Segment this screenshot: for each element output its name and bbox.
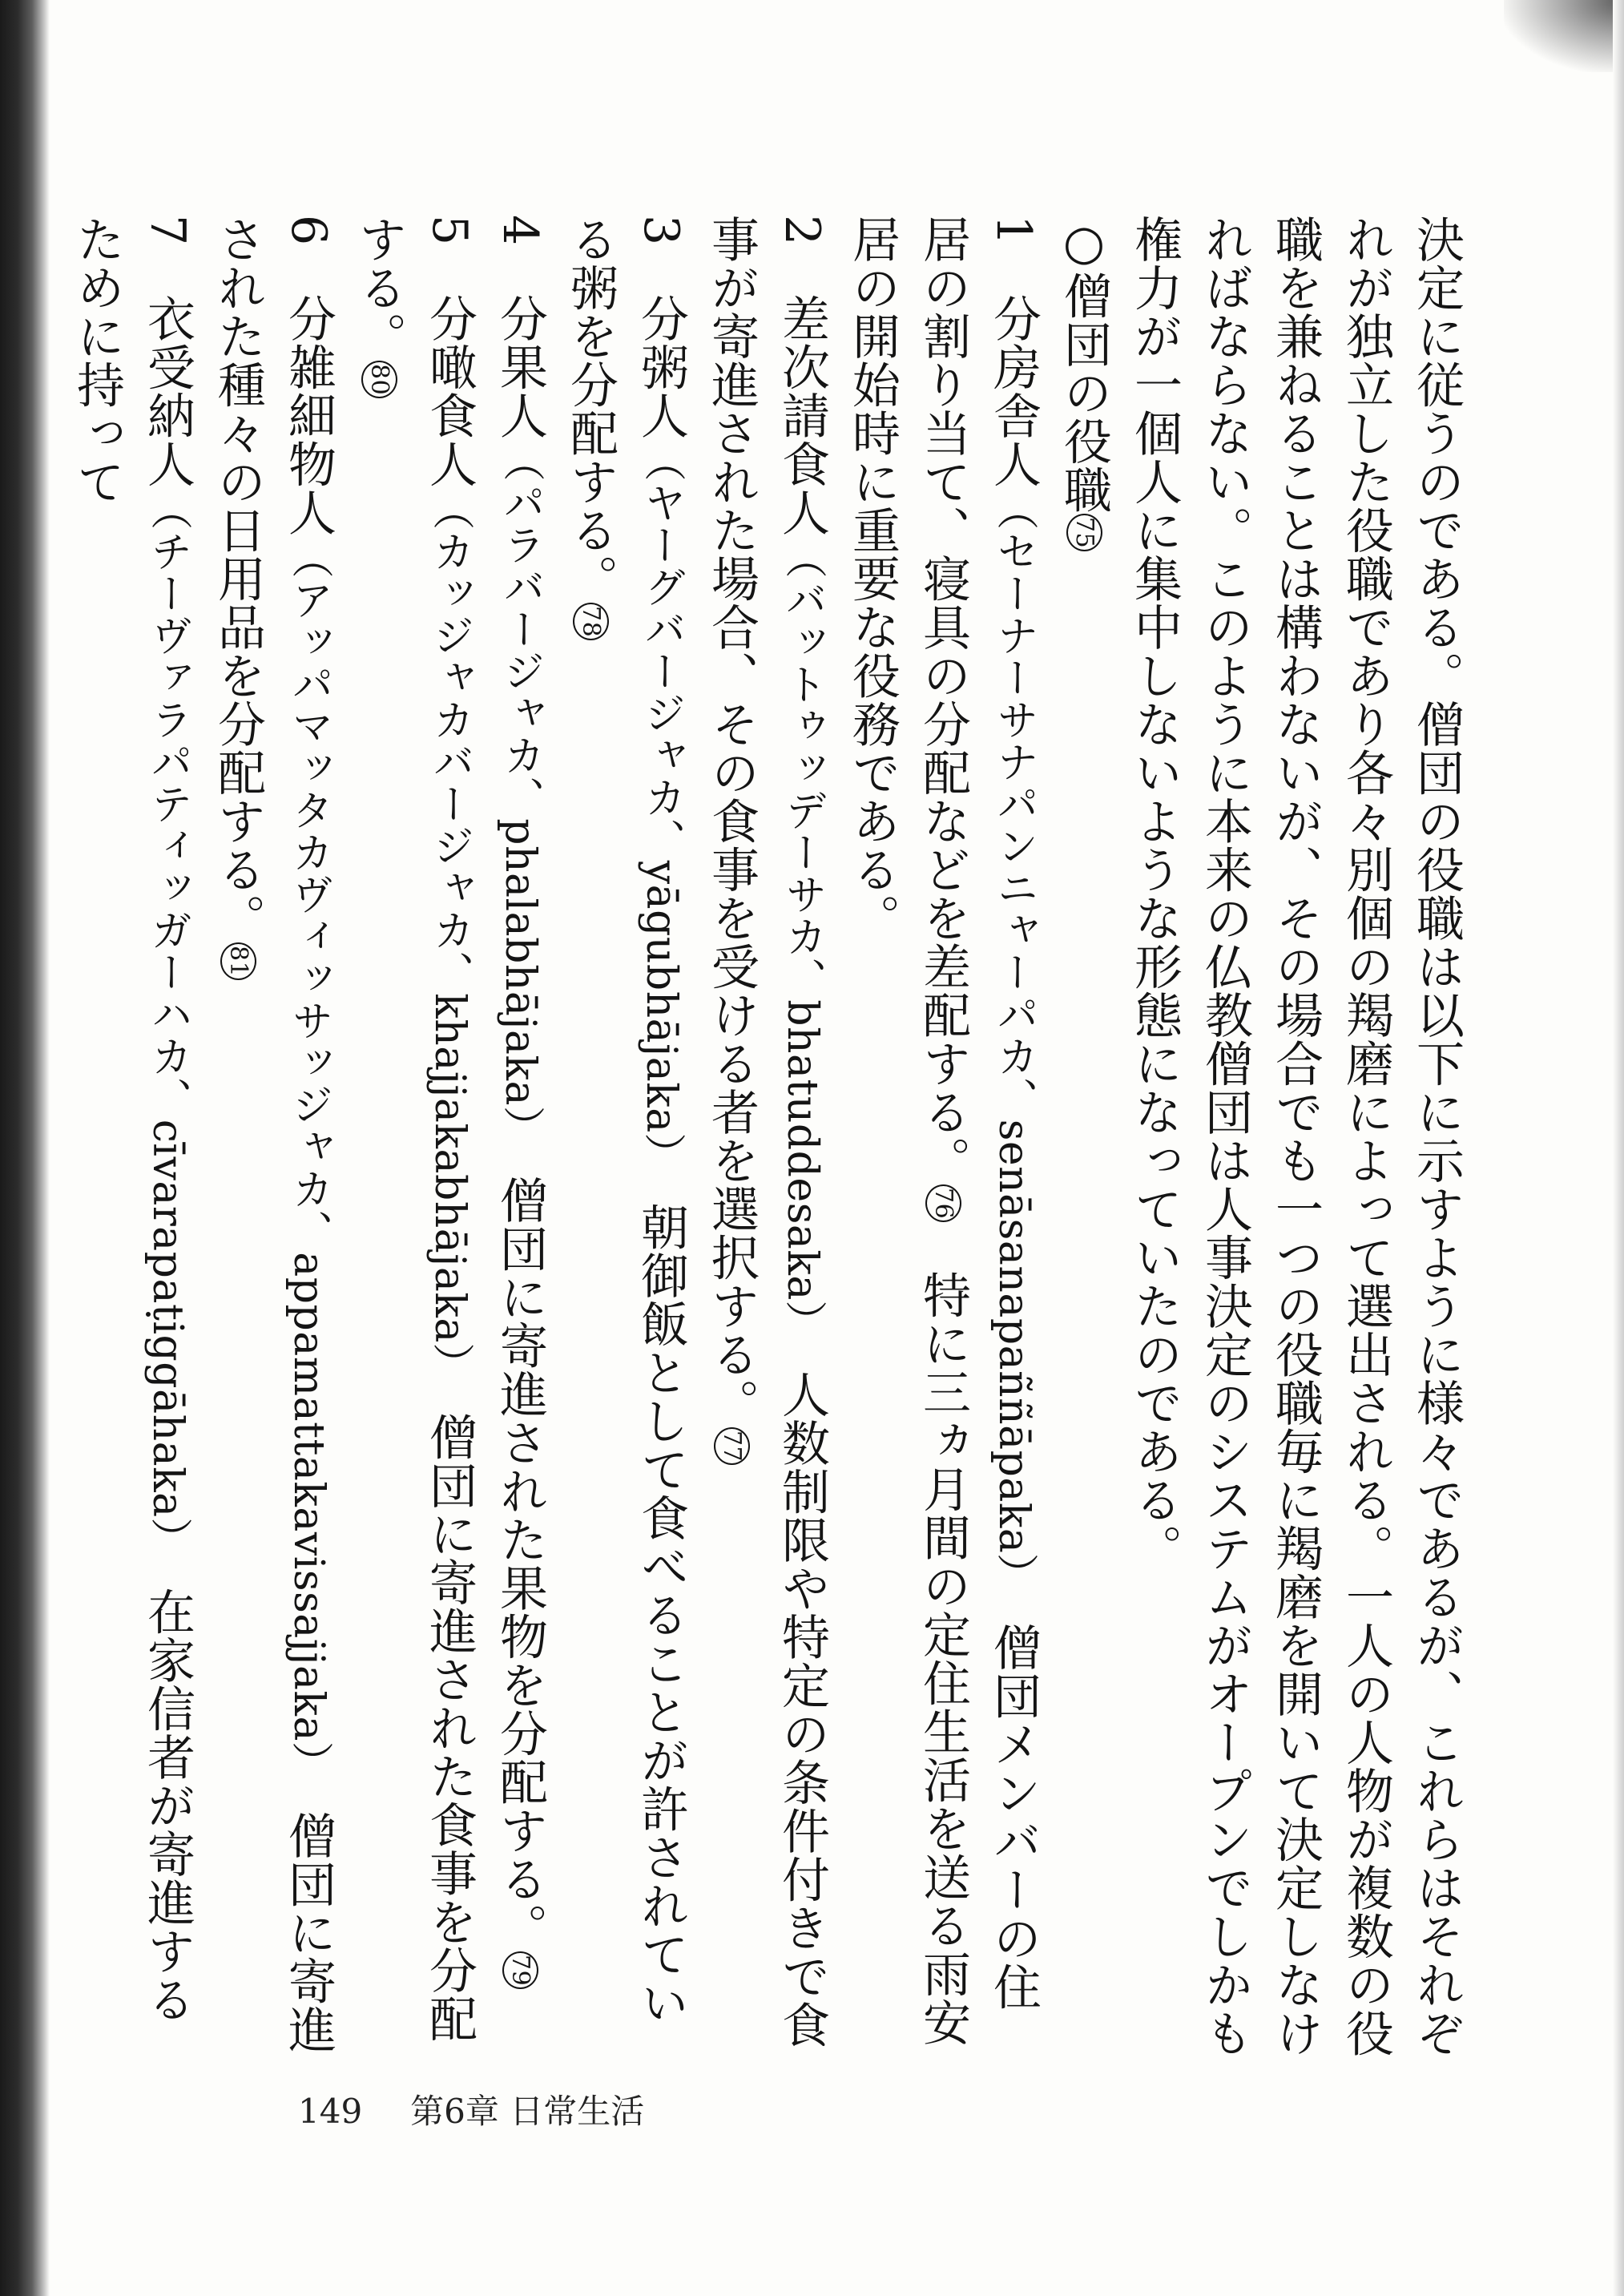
- role-item-4: [485, 215, 555, 2058]
- role-name: 分雑細物人: [280, 294, 336, 537]
- role-name: 衣受納人: [139, 294, 195, 489]
- role-name: 分果人: [492, 294, 548, 440]
- footnote-marker: 80: [361, 361, 397, 398]
- role-reading: （チーヴァラパティッガーハカ、cīvarapaṭiggāhaka）: [143, 488, 191, 1539]
- vertical-text-body: [62, 215, 1472, 2058]
- role-item-3: [555, 215, 696, 2058]
- role-description: 在家信者が寄進するために持って: [69, 215, 195, 2024]
- footnote-marker: 75: [1066, 514, 1102, 551]
- role-number: 1: [985, 215, 1042, 246]
- role-item-5: [344, 215, 485, 2058]
- role-name: 分噉食人: [421, 294, 478, 489]
- page-number: 149: [298, 2092, 363, 2131]
- role-reading: （アッパマッタカヴィッサッジャカ、appamattakavissajjaka）: [284, 536, 332, 1763]
- role-number: 2: [774, 215, 830, 246]
- page-footer: [298, 2085, 644, 2133]
- role-extra: 特に三ヵ月間の定住生活を送る雨安居の開始時に重要な役務である。: [844, 215, 971, 2047]
- role-description: 人数制限や特定の条件付きで食事が寄進された場合、その食事を受ける者を選択する。: [703, 215, 830, 2049]
- role-name: 差次請食人: [774, 294, 830, 537]
- role-description: 僧団に寄進された食事を分配する。: [351, 215, 478, 2044]
- role-description: 僧団に寄進された果物を分配する。: [492, 1176, 548, 1952]
- role-number: 3: [633, 215, 689, 246]
- intro-paragraph: 決定に従うのである。僧団の役職は以下に示すように様々であるが、これらはそれぞれが独立した役職であり各々別個の羯磨によって選出される。一人の人物が複数の役職を兼ねることは構わないが、その場合でも一つの役職毎に羯磨を開いて決定しなければならない。このように本来の仏教僧団は人事決定のシステムがオープンでしかも権力が一個人に集中しないような形態になっていたのである。: [1126, 215, 1465, 2057]
- role-name: 分粥人: [633, 294, 689, 440]
- role-description: 僧団メンバーの住居の割り当て、寝具の分配などを差配する。: [915, 215, 1042, 2012]
- footnote-marker: 78: [573, 603, 609, 640]
- section-heading-text: ○僧団の役職: [1056, 215, 1112, 514]
- role-reading: （ヤーグバージャカ、yāgubhājaka）: [637, 439, 685, 1155]
- role-reading: （セーナーサナパンニャーパカ、senāsanapaññāpaka）: [989, 488, 1038, 1575]
- role-description: 朝御飯として食べることが許されている粥を分配する。: [562, 215, 689, 2028]
- role-name: 分房舎人: [985, 294, 1042, 489]
- role-reading: （カッジャカバージャカ、khajjakabhājaka）: [425, 488, 473, 1365]
- role-item-6: [203, 215, 344, 2058]
- role-item-2: [696, 215, 837, 2058]
- footnote-marker: 76: [925, 1184, 961, 1222]
- chapter-title: 第6章 日常生活: [410, 2092, 645, 2131]
- role-reading: （バットゥッデーサカ、bhatuddesaka）: [778, 536, 826, 1322]
- binding-shadow: [0, 0, 50, 2296]
- role-number: 4: [492, 215, 548, 246]
- section-heading: [1049, 215, 1119, 2058]
- role-number: 6: [280, 215, 336, 246]
- role-number: 5: [421, 215, 478, 246]
- role-number: 7: [139, 215, 195, 246]
- role-reading: （パラバージャカ、phalabhājaka）: [496, 439, 544, 1128]
- role-description: 僧団に寄進された種々の日用品を分配する。: [210, 215, 336, 2054]
- footnote-marker: 77: [714, 1427, 750, 1465]
- footnote-marker: 79: [502, 1951, 538, 1989]
- role-item-1: [837, 215, 1049, 2058]
- footnote-marker: 81: [220, 942, 256, 980]
- corner-shadow: [1504, 0, 1624, 72]
- role-item-7: [62, 215, 203, 2058]
- page-edge: [1613, 0, 1624, 2296]
